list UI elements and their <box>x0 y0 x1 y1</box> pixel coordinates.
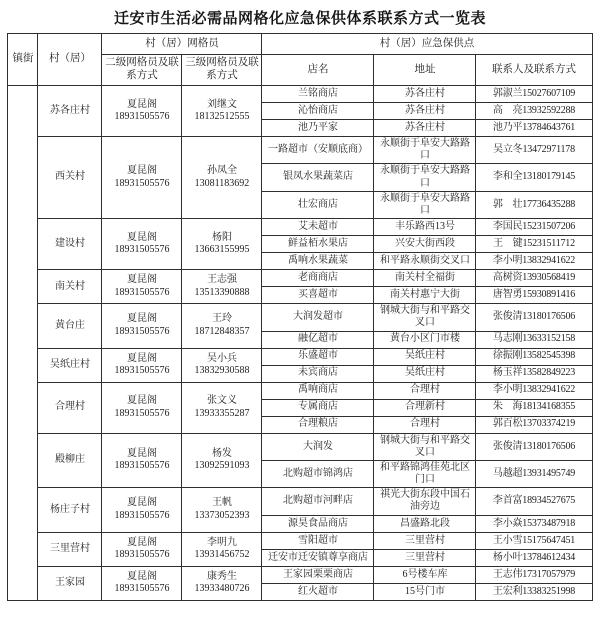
grid-l3-phone: 13092591093 <box>194 460 250 472</box>
village-cell: 建设村 <box>38 219 102 270</box>
store-address-cell: 合理村 <box>374 382 476 399</box>
village-cell: 杨庄子村 <box>38 488 102 532</box>
grid-l2-name: 夏昆阁 <box>126 274 157 286</box>
store-name-cell: 迁安市迁安镇尊享商店 <box>262 549 374 566</box>
store-name-cell: 大润发 <box>262 433 374 460</box>
store-address-cell: 永顺街于阜安大路路口 <box>374 191 476 218</box>
grid-l2-phone: 18931505576 <box>114 460 170 472</box>
grid-l3-name: 孙凤全 <box>206 165 237 177</box>
grid-l3-name: 康秀生 <box>206 570 237 582</box>
store-address-cell: 兴安大街西段 <box>374 236 476 253</box>
store-address-cell: 钢城大街与和平路交叉口 <box>374 304 476 331</box>
grid-l2-phone: 18931505576 <box>114 111 170 122</box>
grid-l3-cell <box>182 566 262 600</box>
table-row <box>8 488 592 515</box>
table-row <box>8 433 592 460</box>
store-name-cell: 专属商店 <box>262 399 374 416</box>
grid-l2-name: 夏昆阁 <box>126 570 157 582</box>
grid-l2-name: 夏昆阁 <box>126 536 157 548</box>
village-cell: 殿柳庄 <box>38 433 102 488</box>
store-address-cell: 合理新村 <box>374 399 476 416</box>
store-contact-cell: 张俊清13180176506 <box>476 433 592 460</box>
store-address-cell: 苏各庄村 <box>374 86 476 103</box>
store-address-cell: 6号楼车库 <box>374 566 476 583</box>
table-row <box>8 304 592 331</box>
store-address-cell: 吴纸庄村 <box>374 348 476 365</box>
grid-l2-name: 夏昆阁 <box>126 447 157 459</box>
store-address-cell: 苏各庄村 <box>374 103 476 120</box>
table-row <box>8 532 592 549</box>
grid-l2-name: 夏昆阁 <box>126 313 157 325</box>
grid-l2-cell <box>102 86 182 137</box>
grid-l2-name: 夏昆阁 <box>126 231 157 243</box>
header-address: 地址 <box>374 55 476 86</box>
store-contact-cell: 杨玉祥13582849223 <box>476 365 592 382</box>
grid-l2-cell <box>102 566 182 600</box>
store-name-cell: 北购超市河畔店 <box>262 488 374 515</box>
store-address-cell: 三里营村 <box>374 549 476 566</box>
grid-l3-cell <box>182 488 262 532</box>
grid-l3-name: 李明九 <box>206 536 237 548</box>
village-cell: 合理村 <box>38 382 102 433</box>
store-contact-cell: 王小雪15175647451 <box>476 532 592 549</box>
grid-l2-cell <box>102 382 182 433</box>
store-name-cell: 合理粮店 <box>262 416 374 433</box>
grid-l2-phone: 18931505576 <box>114 365 170 376</box>
grid-l2-cell <box>102 433 182 488</box>
store-contact-cell: 唐智勇15930891416 <box>476 287 592 304</box>
store-name-cell: 禹响水果蔬菜 <box>262 253 374 270</box>
grid-l3-phone: 13081183692 <box>194 177 250 189</box>
header-supply-group: 村（居）应急保供点 <box>262 34 592 55</box>
store-address-cell: 黄台小区门市楼 <box>374 331 476 348</box>
store-name-cell: 鲜益栢水果店 <box>262 236 374 253</box>
header-group-row <box>8 34 592 55</box>
store-name-cell: 买喜超市 <box>262 287 374 304</box>
table-row <box>8 86 592 103</box>
store-contact-cell: 池乃平13784643761 <box>476 120 592 137</box>
store-address-cell: 丰乐路西13号 <box>374 219 476 236</box>
store-contact-cell: 马志刚13633152158 <box>476 331 592 348</box>
grid-l3-phone: 13373052393 <box>194 509 250 521</box>
grid-l2-cell <box>102 304 182 348</box>
store-contact-cell: 郭 壮17736435288 <box>476 191 592 218</box>
store-contact-cell: 张俊清13180176506 <box>476 304 592 331</box>
grid-l2-phone: 18931505576 <box>114 549 170 561</box>
header-grid-l3: 三级网格员及联系方式 <box>182 55 262 86</box>
store-address-cell: 15号门市 <box>374 583 476 600</box>
store-name-cell: 沁怡商店 <box>262 103 374 120</box>
store-name-cell: 老商商店 <box>262 270 374 287</box>
store-contact-cell: 高 亮13932592288 <box>476 103 592 120</box>
table-row <box>8 137 592 164</box>
store-name-cell: 源昊食品商店 <box>262 515 374 532</box>
store-contact-cell: 李小明13832941622 <box>476 253 592 270</box>
store-name-cell: 一路超市（安顺底商） <box>262 137 374 164</box>
grid-l3-phone: 13513390888 <box>194 286 250 298</box>
grid-l2-phone: 18931505576 <box>114 286 170 298</box>
header-contact: 联系人及联系方式 <box>476 55 592 86</box>
grid-l3-cell <box>182 219 262 270</box>
grid-l2-cell <box>102 532 182 566</box>
table-row <box>8 382 592 399</box>
village-cell: 苏各庄村 <box>38 86 102 137</box>
grid-l2-name: 夏昆阁 <box>126 98 157 110</box>
grid-l3-name: 王志强 <box>206 274 237 286</box>
village-cell: 吴纸庄村 <box>38 348 102 382</box>
grid-l3-cell <box>182 433 262 488</box>
store-address-cell: 永顺街于阜安大路路口 <box>374 137 476 164</box>
grid-l3-cell <box>182 348 262 382</box>
store-name-cell: 融亿超市 <box>262 331 374 348</box>
store-contact-cell: 李和全13180179145 <box>476 164 592 191</box>
grid-l3-phone: 18132512555 <box>194 111 250 122</box>
store-address-cell: 南关村惠宁大街 <box>374 287 476 304</box>
grid-l3-phone: 18712848357 <box>194 325 250 337</box>
store-contact-cell: 王志伟17317057979 <box>476 566 592 583</box>
store-contact-cell: 王宏利13383251998 <box>476 583 592 600</box>
store-name-cell: 乐盛超市 <box>262 348 374 365</box>
store-name-cell: 红火超市 <box>262 583 374 600</box>
store-name-cell: 王家园栗栗商店 <box>262 566 374 583</box>
grid-l2-phone: 18931505576 <box>114 244 170 256</box>
grid-l2-name: 夏昆阁 <box>126 352 157 364</box>
grid-l3-cell <box>182 86 262 137</box>
store-contact-cell: 徐振刚13582545398 <box>476 348 592 365</box>
village-cell: 西关村 <box>38 137 102 219</box>
store-address-cell: 吴纸庄村 <box>374 365 476 382</box>
store-name-cell: 艾未超市 <box>262 219 374 236</box>
store-address-cell: 钢城大街与和平路交叉口 <box>374 433 476 460</box>
grid-l2-name: 夏昆阁 <box>126 395 157 406</box>
grid-l3-name: 杨阳 <box>211 231 232 243</box>
store-contact-cell: 李小焱15373487918 <box>476 515 592 532</box>
grid-l2-cell <box>102 270 182 304</box>
header-village: 村（居） <box>38 34 102 86</box>
grid-l3-name: 杨发 <box>211 447 232 459</box>
store-contact-cell: 郭百松13703374219 <box>476 416 592 433</box>
grid-l3-phone: 13832930588 <box>194 365 250 376</box>
store-contact-cell: 朱 海18134168355 <box>476 399 592 416</box>
village-cell: 南关村 <box>38 270 102 304</box>
grid-l3-phone: 13933355287 <box>194 407 250 419</box>
header-grid-l2: 二级网格员及联系方式 <box>102 55 182 86</box>
grid-l3-cell <box>182 382 262 433</box>
store-address-cell: 苏各庄村 <box>374 120 476 137</box>
grid-l3-cell <box>182 532 262 566</box>
grid-l2-phone: 18931505576 <box>114 177 170 189</box>
table-row <box>8 566 592 583</box>
grid-l3-phone: 13933480726 <box>194 583 250 595</box>
store-name-cell: 北购超市锦鸿店 <box>262 460 374 487</box>
store-address-cell: 和平路永顺街交叉口 <box>374 253 476 270</box>
grid-l3-cell <box>182 137 262 219</box>
supply-contact-table <box>7 33 592 601</box>
store-name-cell: 兰铭商店 <box>262 86 374 103</box>
grid-l2-phone: 18931505576 <box>114 583 170 595</box>
store-address-cell: 和平路锦鸿佳苑北区门口 <box>374 460 476 487</box>
store-name-cell: 禹响商店 <box>262 382 374 399</box>
page-title: 迁安市生活必需品网格化应急保供体系联系方式一览表 <box>113 11 486 27</box>
grid-l2-phone: 18931505576 <box>114 509 170 521</box>
grid-l3-cell <box>182 304 262 348</box>
store-address-cell: 昌盛路北段 <box>374 515 476 532</box>
store-name-cell: 银凤水果蔬菜店 <box>262 164 374 191</box>
grid-l2-phone: 18931505576 <box>114 407 170 419</box>
store-name-cell: 池乃平家 <box>262 120 374 137</box>
store-contact-cell: 杨小叶13784612434 <box>476 549 592 566</box>
grid-l3-phone: 13663155995 <box>194 244 250 256</box>
town-street-cell <box>8 86 38 601</box>
grid-l2-name: 夏昆阁 <box>126 497 157 509</box>
store-address-cell: 三里营村 <box>374 532 476 549</box>
grid-l2-cell <box>102 488 182 532</box>
store-contact-cell: 李小明13832941622 <box>476 382 592 399</box>
store-contact-cell: 郭淑兰15027607109 <box>476 86 592 103</box>
store-contact-cell: 王 键15231511712 <box>476 236 592 253</box>
grid-l2-phone: 18931505576 <box>114 325 170 337</box>
grid-l2-cell <box>102 348 182 382</box>
village-cell: 王家园 <box>38 566 102 600</box>
store-address-cell: 永顺街于阜安大路路口 <box>374 164 476 191</box>
header-store: 店名 <box>262 55 374 86</box>
store-contact-cell: 李国民15231507206 <box>476 219 592 236</box>
store-contact-cell: 李首富18934527675 <box>476 488 592 515</box>
grid-l2-name: 夏昆阁 <box>126 165 157 177</box>
village-cell: 三里营村 <box>38 532 102 566</box>
store-name-cell: 未宾商店 <box>262 365 374 382</box>
table-row <box>8 270 592 287</box>
store-contact-cell: 高树资13930568419 <box>476 270 592 287</box>
village-cell: 黄台庄 <box>38 304 102 348</box>
grid-l3-name: 张文义 <box>206 395 237 406</box>
store-name-cell: 雪阳超市 <box>262 532 374 549</box>
store-address-cell: 南关村全福街 <box>374 270 476 287</box>
grid-l3-name: 王帆 <box>211 497 232 509</box>
table-body <box>8 86 592 601</box>
header-town: 镇街 <box>8 34 38 86</box>
store-name-cell: 大润发超市 <box>262 304 374 331</box>
grid-l3-name: 吴小兵 <box>206 352 237 364</box>
grid-l3-name: 王玲 <box>211 313 232 325</box>
store-contact-cell: 吴立冬13472971178 <box>476 137 592 164</box>
table-row <box>8 348 592 365</box>
table-header <box>8 34 592 86</box>
store-address-cell: 祺光大街东段中国石油旁边 <box>374 488 476 515</box>
grid-l2-cell <box>102 219 182 270</box>
table-row <box>8 219 592 236</box>
header-grid-group: 村（居）网格员 <box>102 34 262 55</box>
store-address-cell: 合理村 <box>374 416 476 433</box>
grid-l3-cell <box>182 270 262 304</box>
grid-l3-name: 刘继文 <box>206 98 237 110</box>
store-name-cell: 壮宏商店 <box>262 191 374 218</box>
grid-l3-phone: 13931456752 <box>194 549 250 561</box>
store-contact-cell: 马越超13931495749 <box>476 460 592 487</box>
grid-l2-cell <box>102 137 182 219</box>
